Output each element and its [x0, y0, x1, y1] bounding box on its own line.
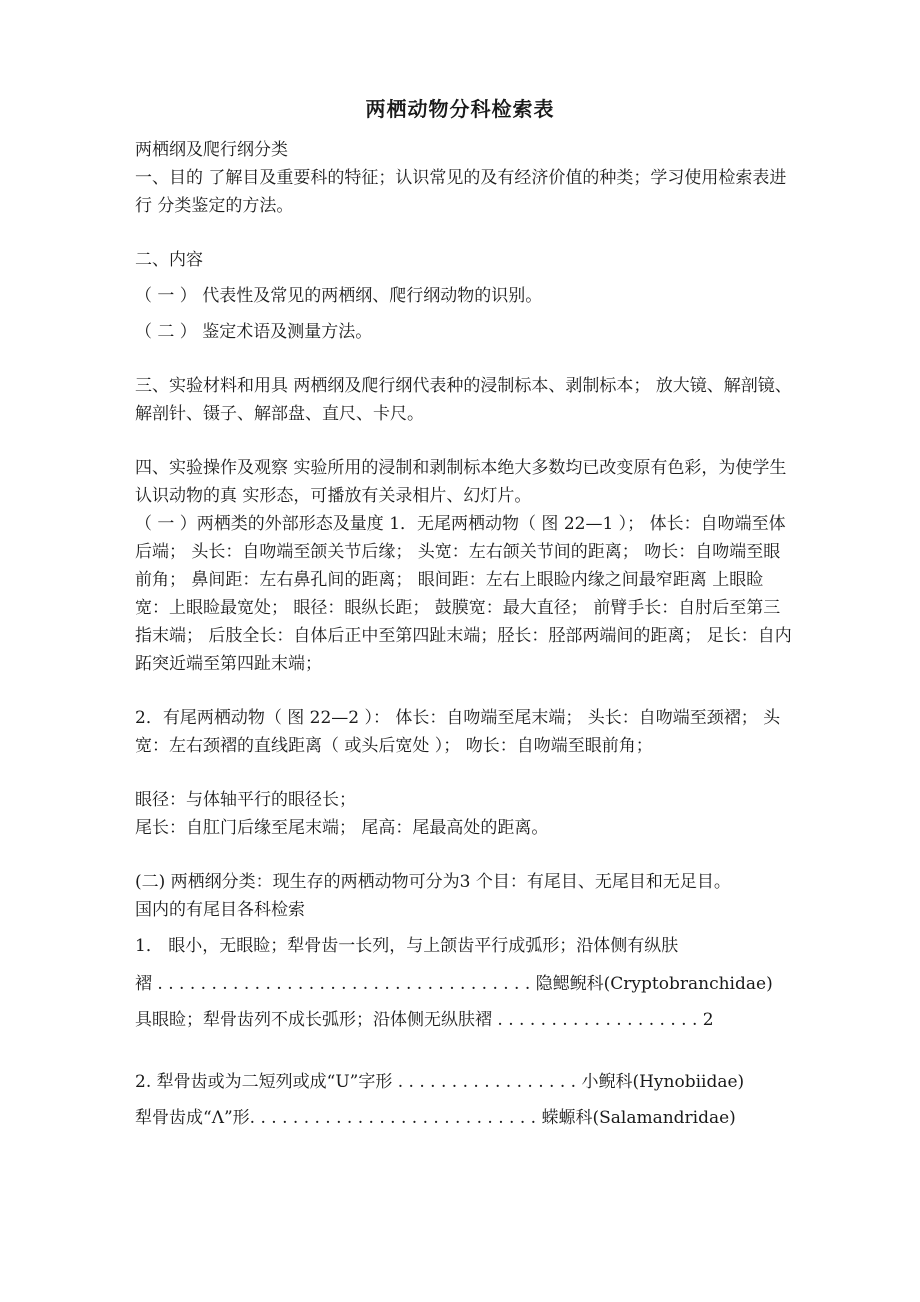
key-entry-1a: 1． 眼小，无眼睑；犁骨齿一长列，与上颌齿平行成弧形；沿体侧有纵肤: [135, 936, 679, 956]
section-content-item-2: （ 二 ） 鉴定术语及测量方法。: [135, 322, 373, 342]
classification-intro: (二) 两栖纲分类：现生存的两栖动物可分为3 个目：有尾目、无尾目和无足目。: [135, 872, 731, 892]
key-entry-2a: 2. 犁骨齿或为二短列或成“U”字形 . . . . . . . . . . . . . . . . . 小鲵科(Hynobiidae): [135, 1072, 745, 1092]
section-anura-measurements: （ 一 ）两栖类的外部形态及量度 1．无尾两栖动物（ 图 22—1 ）； 体长：自吻端至体后端； 头长：自吻端至颌关节后缘； 头宽：左右颌关节间的距离； 吻长：自吻端至眼前角； 鼻间距：左右鼻孔间的距离； 眼间距：左右上眼睑内缘之间最窄距离 上眼睑宽：上眼睑最宽处； 眼径：眼纵长距； 鼓膜宽：最大直径； 前臂手长：自肘后至第三指末端； 后肢全长：自体后正中至第四趾末端；胫长：胫部两端间的距离； 足长：自内跖突近端至第四趾末端；: [135, 514, 792, 674]
document-body: [135, 136, 795, 1132]
section-operation-intro: 四、实验操作及观察 实验所用的浸制和剥制标本绝大多数均已改变原有色彩，为使学生认识动物的真 实形态，可播放有关录相片、幻灯片。: [135, 458, 787, 506]
section-materials: 三、实验材料和用具 两栖纲及爬行纲代表种的浸制标本、剥制标本； 放大镜、解剖镜、解剖针、镊子、解部盘、直尺、卡尺。: [135, 376, 792, 424]
eye-diameter-line: 眼径：与体轴平行的眼径长；: [135, 790, 356, 810]
key-entry-1a-continued: 褶 . . . . . . . . . . . . . . . . . . . . . . . . . . . . . . . . . . . 隐鳃鲵科(Cryptobranchidae): [135, 974, 773, 994]
section-content-item-1: （ 一 ） 代表性及常见的两栖纲、爬行纲动物的识别。: [135, 286, 543, 306]
key-entry-2b: 犁骨齿成“Λ”形. . . . . . . . . . . . . . . . . . . . . . . . . . . 蝾螈科(Salamandridae): [135, 1108, 736, 1128]
subtitle: 两栖纲及爬行纲分类: [135, 140, 288, 160]
key-entry-1b: 具眼睑；犁骨齿列不成长弧形；沿体侧无纵肤褶 . . . . . . . . . . . . . . . . . . . 2: [135, 1010, 714, 1030]
page-title: 两栖动物分科检索表: [365, 97, 555, 121]
section-content-heading: 二、内容: [135, 250, 203, 270]
section-caudata-measurements: 2．有尾两栖动物（ 图 22—2 ）： 体长：自吻端至尾末端； 头长：自吻端至颈褶； 头宽：左右颈褶的直线距离（ 或头后宽处 ）； 吻长：自吻端至眼前角；: [135, 708, 781, 756]
section-purpose: 一、目的 了解目及重要科的特征；认识常见的及有经济价值的种类；学习使用检索表进行 分类鉴定的方法。: [135, 168, 787, 216]
tail-line: 尾长：自肛门后缘至尾末端； 尾高：尾最高处的距离。: [135, 818, 549, 838]
key-title: 国内的有尾目各科检索: [135, 900, 305, 920]
